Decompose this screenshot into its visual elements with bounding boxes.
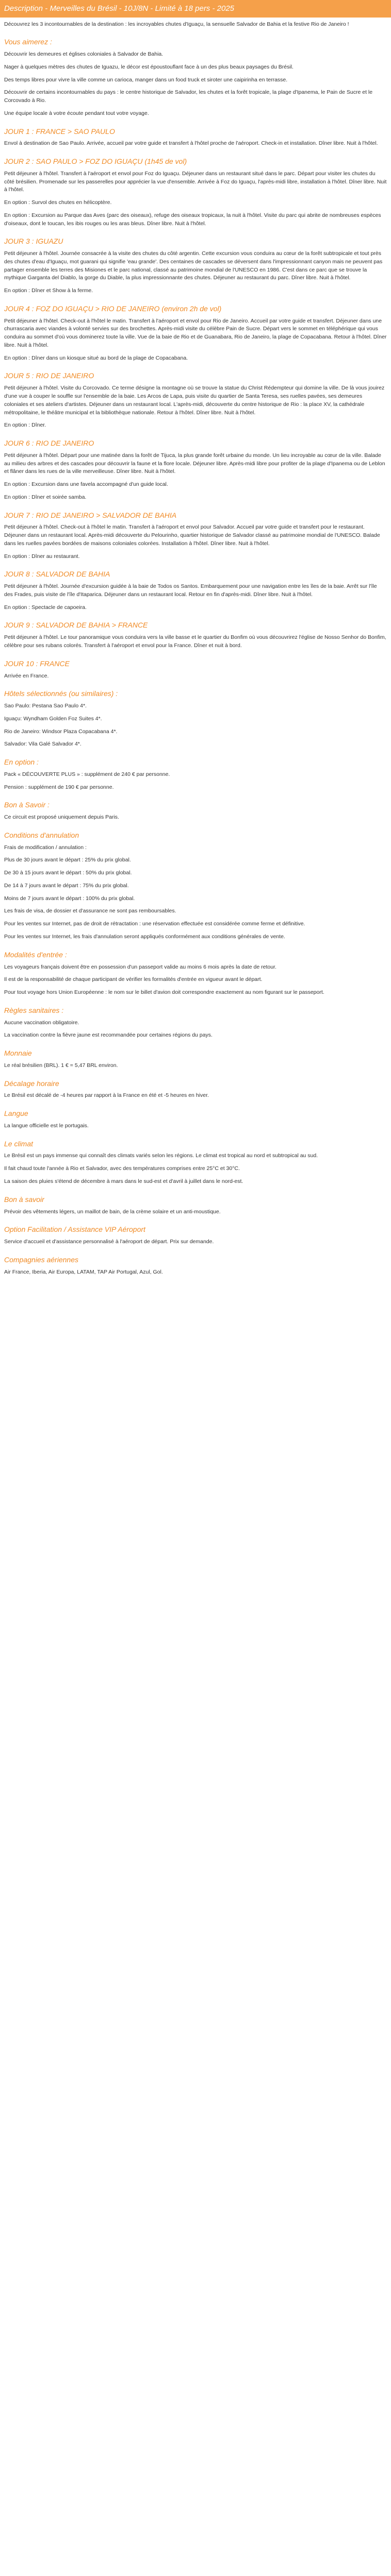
section-heading: JOUR 9 : SALVADOR DE BAHIA > FRANCE: [4, 621, 148, 630]
section-paragraph: Petit déjeuner à l'hôtel. Visite du Corcovado. Ce terme désigne la montagne où se trouve la statue du Christ Rédempteur qui domine la ville. De là vous jouirez d'une vue à couper le souffle sur l'ensemble de la baie. Les Arcos de Lapa, puis visite du quartier de Santa Teresa, ses ruelles pavées, ses demeures coloniales et ses ateliers d'artistes. Déjeuner dans un restaurant local. L'après-midi, découverte du centre historique de Rio : la place XV, la cathédrale métropolitaine, le théâtre municipal et la bibliothèque nationale. Retour à l'hôtel. Dîner libre. Nuit à l'hôtel.: [4, 385, 385, 416]
trip-description: [0, 18, 391, 1292]
section-paragraph: Nager à quelques mètres des chutes de Iguazu, le décor est époustouflant face à un des plus beaux paysages du Brésil.: [4, 63, 294, 70]
section-heading: Langue: [4, 1109, 28, 1118]
section-heading: Décalage horaire: [4, 1079, 59, 1088]
section-paragraph: En option : Dîner.: [4, 422, 46, 429]
section-paragraph: Découvrir les demeures et églises coloniales à Salvador de Bahia.: [4, 51, 164, 58]
section-paragraph: La saison des pluies s'étend de décembre à mars dans le sud-est et d'avril à juillet dans le nord-est.: [4, 1178, 243, 1184]
section-heading: Vous aimerez :: [4, 38, 52, 46]
section-paragraph: De 14 à 7 jours avant le départ : 75% du prix global.: [4, 882, 129, 889]
section-paragraph: Envol à destination de Sao Paulo. Arrivée, accueil par votre guide et transfert à l'hôtel proche de l'aéroport. Check-in et installation. Dîner libre. Nuit à l'hôtel.: [4, 140, 378, 147]
section-paragraph: Service d'accueil et d'assistance personnalisé à l'aéroport de départ. Prix sur demande.: [4, 1239, 214, 1245]
section-paragraph: En option : Excursion dans une favela accompagné d'un guide local.: [4, 481, 168, 488]
page-banner: Description - Merveilles du Brésil - 10J/8N - Limité à 18 pers - 2025: [0, 0, 391, 18]
section-paragraph: En option : Dîner au restaurant.: [4, 553, 80, 560]
section-heading: Bon à savoir: [4, 1195, 44, 1204]
section-paragraph: De 30 à 15 jours avant le départ : 50% du prix global.: [4, 870, 132, 876]
section-paragraph: Petit déjeuner à l'hôtel. Journée consacrée à la visite des chutes du côté argentin. Cette excursion vous conduira au cœur de la forêt subtropicale et tout près des chutes d'eau d'Iguaçu, mot guarani qui signifie 'eau grande'. Des centaines de cascades se déversent dans l'impressionnant canyon mais ne peuvent pas partager ensemble les terres des Misiones et le parc national, classé au patrimoine mondial de l'UNESCO en 1986. C'est dans ce parc que se trouve la mythique Garganta del Diablo, la gorge du Diable, la plus impressionnante des chutes. Déjeuner au restaurant du parc. Dîner libre. Nuit à l'hôtel.: [4, 250, 383, 281]
section-heading: JOUR 10 : FRANCE: [4, 659, 70, 668]
section-paragraph: Le réal brésilien (BRL). 1 € = 5,47 BRL environ.: [4, 1062, 118, 1069]
section-paragraph: En option : Dîner et soirée samba.: [4, 494, 87, 500]
section-heading: JOUR 2 : SAO PAULO > FOZ DO IGUAÇU (1h45 de vol): [4, 157, 187, 166]
section-paragraph: En option : Dîner et Show à la ferme.: [4, 287, 93, 294]
section-paragraph: Il fait chaud toute l'année à Rio et Salvador, avec des températures comprises entre 25°C et 30°C.: [4, 1165, 240, 1172]
section-paragraph: La langue officielle est le portugais.: [4, 1122, 89, 1129]
section-paragraph: Les voyageurs français doivent être en possession d'un passeport valide au moins 6 mois après la date de retour.: [4, 963, 276, 970]
section-paragraph: Pack « DÉCOUVERTE PLUS » : supplément de 240 € par personne.: [4, 771, 170, 777]
section-paragraph: Sao Paulo: Pestana Sao Paulo 4*.: [4, 703, 87, 709]
section-paragraph: Pour tout voyage hors Union Européenne : le nom sur le billet d'avion doit correspondre exactement au nom figurant sur le passeport.: [4, 989, 324, 995]
section-paragraph: Petit déjeuner à l'hôtel. Transfert à l'aéroport et envol pour Foz do Iguaçu. Déjeuner dans un restaurant situé dans le parc. Départ pour visiter les chutes du côté brésilien. Promenade sur les passerelles pour apprécier la vue d'ensemble. Arrivée à Foz do Iguaçu, l'après-midi libre, installation à l'hôtel. Dîner libre. Nuit à l'hôtel.: [4, 170, 387, 193]
section-paragraph: Une équipe locale à votre écoute pendant tout votre voyage.: [4, 110, 149, 116]
section-paragraph: Le Brésil est décalé de -4 heures par rapport à la France en été et -5 heures en hiver.: [4, 1092, 209, 1099]
section-paragraph: En option : Survol des chutes en hélicoptère.: [4, 199, 112, 206]
section-heading: Bon à Savoir :: [4, 801, 50, 809]
section-paragraph: Air France, Iberia, Air Europa, LATAM, TAP Air Portugal, Azul, Gol.: [4, 1268, 163, 1275]
section-paragraph: Découvrir de certains incontournables du pays : le centre historique de Salvador, les chutes et la forêt tropicale, la plage d'Ipanema, le Pain de Sucre et le Corcovado à Rio.: [4, 89, 373, 104]
section-heading: Conditions d'annulation: [4, 831, 79, 839]
section-paragraph: Petit déjeuner à l'hôtel. Check-out à l'hôtel le matin. Transfert à l'aéroport et envol pour Salvador. Accueil par votre guide et transfert pour le restaurant. Déjeuner dans un restaurant local. Après-midi découverte du Pelourinho, quartier historique de Salvador classé au patrimoine mondial de l'UNESCO. Balade dans les ruelles pavées bordées de maisons coloniales colorées. Installation à l'hôtel. Dîner libre. Nuit à l'hôtel.: [4, 524, 380, 547]
section-paragraph: Aucune vaccination obligatoire.: [4, 1019, 79, 1026]
section-heading: En option :: [4, 758, 39, 767]
section-paragraph: Prévoir des vêtements légers, un maillot de bain, de la crème solaire et un anti-moustique.: [4, 1208, 221, 1215]
section-paragraph: Moins de 7 jours avant le départ : 100% du prix global.: [4, 895, 135, 902]
sections: [4, 38, 387, 1276]
section-heading: Le climat: [4, 1139, 34, 1148]
section-heading: Modalités d'entrée :: [4, 950, 67, 959]
section-heading: Hôtels sélectionnés (ou similaires) :: [4, 689, 118, 698]
section-paragraph: Le Brésil est un pays immense qui connaît des climats variés selon les régions. Le climat est tropical au nord et subtropical au sud.: [4, 1153, 318, 1159]
section-paragraph: Rio de Janeiro: Windsor Plaza Copacabana 4*.: [4, 728, 118, 735]
section-paragraph: Petit déjeuner à l'hôtel. Le tour panoramique vous conduira vers la ville basse et le quartier du Bonfim où vous découvrirez l'église de Nosso Senhor do Bonfim, célèbre pour ses rubans colorés. Transfert à l'aéroport et envol pour la France. Dîner et nuit à bord.: [4, 634, 386, 649]
section-paragraph: Frais de modification / annulation :: [4, 844, 87, 851]
section-paragraph: En option : Excursion au Parque das Aves (parc des oiseaux), refuge des oiseaux tropicaux, la nuit à l'hôtel. Visite du parc qui abrite de nombreuses espèces d'oiseaux, dont le toucan, les ibis rouges ou les aras bleus. Dîner libre. Nuit à l'hôtel.: [4, 212, 381, 227]
section-paragraph: Il est de la responsabilité de chaque participant de vérifier les formalités d'entrée en vigueur avant le départ.: [4, 976, 263, 983]
section-heading: Règles sanitaires :: [4, 1006, 64, 1014]
section-paragraph: Petit déjeuner à l'hôtel. Check-out à l'hôtel le matin. Transfert à l'aéroport et envol pour Rio de Janeiro. Accueil par votre guide et transfert. Déjeuner dans une churrascaria avec viandes à volonté servies sur des brochettes. Après-midi visite du célèbre Pain de Sucre. Départ vers le sommet en téléphérique qui vous conduira au sommet d'où vous dominerez toute la ville. Vue de la baie de Rio et de Guanabara, Rio de Janeiro, la plage de Copacabana. Retour à l'hôtel. Dîner libre. Nuit à l'hôtel.: [4, 317, 387, 348]
section-paragraph: Ce circuit est proposé uniquement depuis Paris.: [4, 814, 119, 821]
section-paragraph: Les frais de visa, de dossier et d'assurance ne sont pas remboursables.: [4, 908, 176, 914]
section-heading: Monnaie: [4, 1049, 32, 1058]
section-heading: JOUR 7 : RIO DE JANEIRO > SALVADOR DE BAHIA: [4, 511, 177, 519]
section-paragraph: La vaccination contre la fièvre jaune est recommandée pour certaines régions du pays.: [4, 1032, 213, 1039]
section-paragraph: Petit déjeuner à l'hôtel. Journée d'excursion guidée à la baie de Todos os Santos. Embarquement pour une navigation entre les îles de la baie. Arrêt sur l'île des Frades, puis visite de l'île d'Itaparica. Déjeuner dans un restaurant local. Retour en fin d'après-midi. Dîner libre. Nuit à l'hôtel.: [4, 583, 377, 598]
section-heading: JOUR 1 : FRANCE > SAO PAULO: [4, 127, 115, 135]
section-paragraph: Petit déjeuner à l'hôtel. Départ pour une matinée dans la forêt de Tijuca, la plus grande forêt urbaine du monde. Un lieu incroyable au cœur de la ville. Balade au milieu des arbres et des cascades pour découvrir la faune et la flore locale. Déjeuner libre. Après-midi libre pour profiter de la plage d'Ipanema ou de Leblon et flâner dans les rues de la ville merveilleuse. Dîner libre. Nuit à l'hôtel.: [4, 452, 385, 475]
section-heading: JOUR 8 : SALVADOR DE BAHIA: [4, 570, 110, 579]
section-heading: JOUR 6 : RIO DE JANEIRO: [4, 439, 94, 448]
section-heading: JOUR 5 : RIO DE JANEIRO: [4, 371, 94, 380]
section-paragraph: Arrivée en France.: [4, 672, 49, 679]
section-heading: JOUR 3 : IGUAZU: [4, 237, 63, 246]
intro-text: Découvrez les 3 incontournables de la destination : les incroyables chutes d'Iguaçu, la sensuelle Salvador de Bahia et la festive Rio de Janeiro !: [4, 21, 349, 27]
section-paragraph: Plus de 30 jours avant le départ : 25% du prix global.: [4, 857, 131, 863]
section-paragraph: En option : Spectacle de capoeira.: [4, 604, 87, 611]
section-paragraph: Salvador: Vila Galé Salvador 4*.: [4, 741, 82, 748]
section-paragraph: Pour les ventes sur Internet, les frais d'annulation seront appliqués conformément aux conditions générales de vente.: [4, 933, 285, 940]
section-paragraph: Des temps libres pour vivre la ville comme un carioca, manger dans un food truck et siroter une caipirinha en terrasse.: [4, 76, 288, 83]
section-paragraph: Iguaçu: Wyndham Golden Foz Suites 4*.: [4, 715, 102, 722]
section-paragraph: En option : Dîner dans un kiosque situé au bord de la plage de Copacabana.: [4, 354, 188, 361]
section-heading: Option Facilitation / Assistance VIP Aéroport: [4, 1225, 145, 1234]
section-paragraph: Pour les ventes sur Internet, pas de droit de rétractation : une réservation effectuée est considérée comme ferme et définitive.: [4, 921, 305, 927]
section-paragraph: Pension : supplément de 190 € par personne.: [4, 784, 114, 790]
section-heading: Compagnies aériennes: [4, 1255, 78, 1264]
section-heading: JOUR 4 : FOZ DO IGUAÇU > RIO DE JANEIRO (environ 2h de vol): [4, 304, 222, 313]
